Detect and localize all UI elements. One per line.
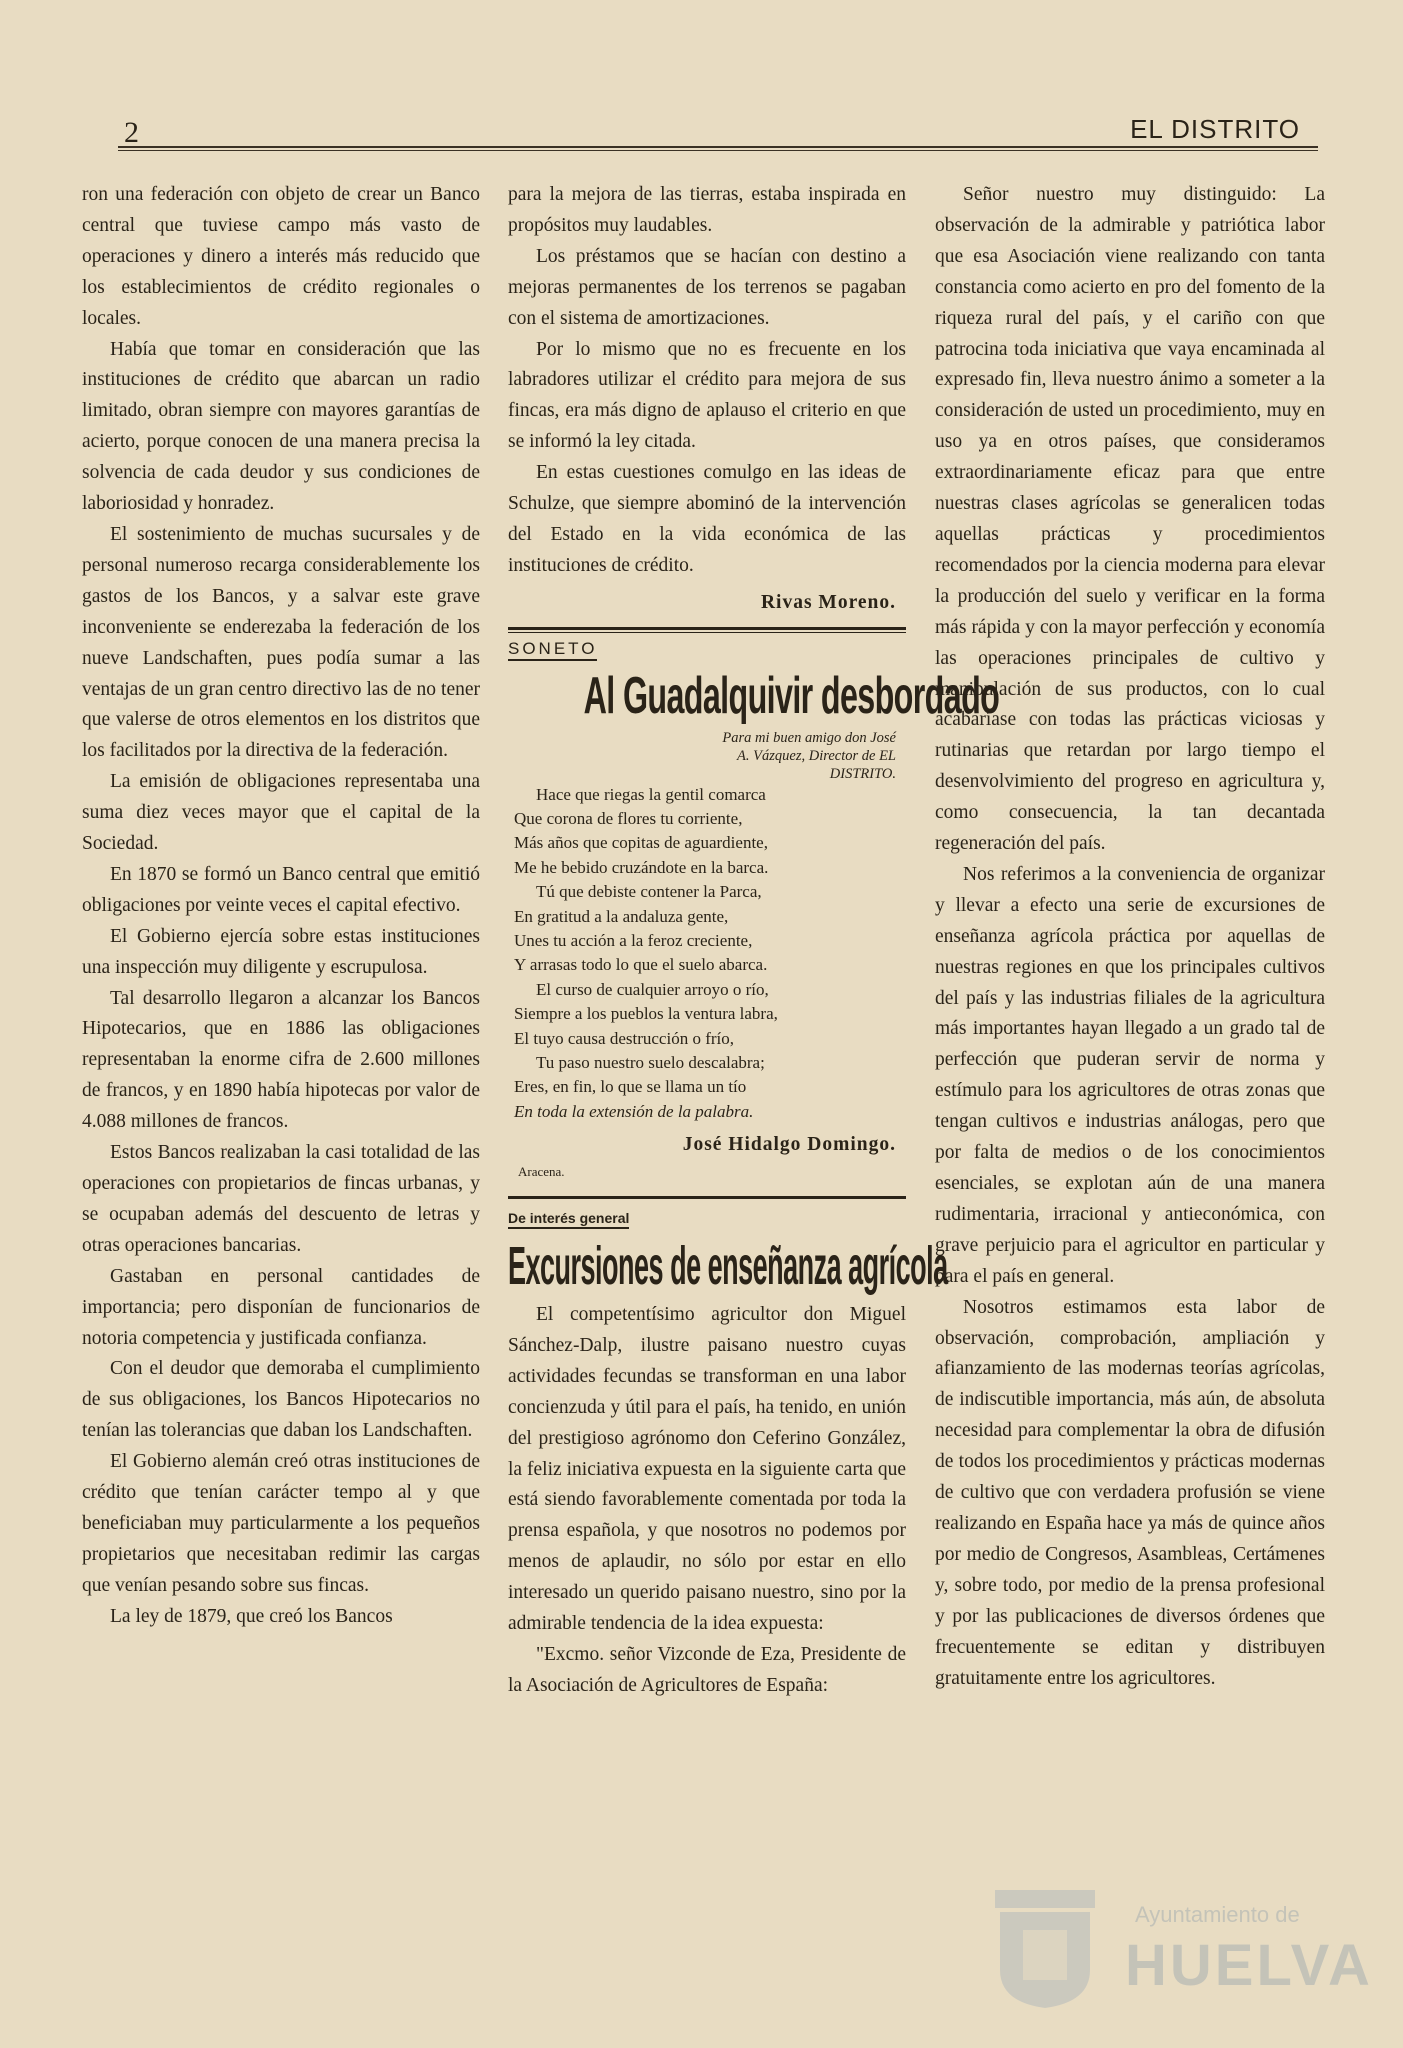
paragraph: En 1870 se formó un Banco central que emitió obligaciones por veinte veces el capital efectivo. xyxy=(82,863,480,916)
section-divider xyxy=(508,627,906,630)
paragraph: El Gobierno alemán creó otras instituciones de crédito que tenían carácter tempo al y que beneficiaban muy particularmente a los pequeños propietarios que necesitaban redimir las cargas que venían pesando sobre sus fincas. xyxy=(82,1451,480,1596)
column-2 xyxy=(508,180,1000,1702)
section-divider xyxy=(508,1196,906,1199)
column-1 xyxy=(82,180,480,1633)
paragraph: Nosotros estimamos esta labor de observación, comprobación, ampliación y afianzamiento de las modernas teorías agrícolas, de indiscutible importancia, más aún, de absoluta necesidad para complementar la obra de difusión de todos los procedimientos y prácticas modernas de cultivo que con verdadera profusión se viene realizando en España hace ya más de quince años por medio de Congresos, Asambleas, Certámenes y, sobre todo, por medio de la prensa profesional y por las publicaciones de diversos órdenes que frecuentemente se editan y distribuyen gratuitamente entre los agricultores. xyxy=(935,1296,1325,1689)
column-3 xyxy=(935,180,1325,1694)
poem-line: Tu paso nuestro suelo descalabra; xyxy=(536,1053,765,1073)
poem-line: Que corona de flores tu corriente, xyxy=(514,809,743,828)
poem-line: Y arrasas todo lo que el suelo abarca. xyxy=(514,955,768,975)
paragraph: Los préstamos que se hacían con destino a mejoras permanentes de los terrenos se pagaban con el sistema de amortizaciones. xyxy=(508,245,906,329)
paragraph: Con el deudor que demoraba el cumplimiento de sus obligaciones, los Bancos Hipotecarios no tenían las tolerancias que daban los Landschaften. xyxy=(82,1358,480,1442)
poem-place: Aracena. xyxy=(518,1164,565,1180)
watermark-line: HUELVA xyxy=(1125,1933,1373,1998)
archive-watermark xyxy=(975,1880,1373,2020)
paragraph: Nos referimos a la conveniencia de organizar y llevar a efecto una serie de excursiones de enseñanza agrícola práctica por aquellas de nuestras regiones en que los principales cultivos del país y las industrias filiales de la agricultura más importantes hayan llegado a un grado tal de perfección que puderan servir de norma y estímulo para los agricultores de otras zonas que tengan cultivos e industrias análogas, pero que por falta de medios o de los conocimientos esenciales, se explotan aún de una manera rudimentaria, irracional y antieconómica, con grave perjuicio para el agricultor en particular y para el país en general. xyxy=(935,863,1325,1287)
paragraph: Por lo mismo que no es frecuente en los labradores utilizar el crédito para mejora de sus fincas, era más digno de aplauso el criterio en que se informó la ley citada. xyxy=(508,338,906,453)
paragraph: La ley de 1879, que creó los Bancos xyxy=(110,1605,393,1627)
paragraph: Tal desarrollo llegaron a alcanzar los Bancos Hipotecarios, que en 1886 las obligaciones representaban la enorme cifra de 2.600 millones de francos, y en 1890 había hipotecas por valor de 4.088 millones de francos. xyxy=(82,987,480,1133)
poem-line: Me he bebido cruzándote en la barca. xyxy=(514,857,769,877)
poem-line: El tuyo causa destrucción o frío, xyxy=(514,1028,734,1048)
paragraph: Estos Bancos realizaban la casi totalidad de las operaciones con propietarios de fincas urbanas, y se ocupaban además del descuento de letras y otras operaciones bancarias. xyxy=(82,1142,480,1256)
watermark-line: Ayuntamiento de xyxy=(1135,1902,1300,1927)
paragraph: En estas cuestiones comulgo en las ideas de Schulze, que siempre abominó de la intervención del Estado en la vida económica de las instituciones de crédito. xyxy=(508,462,906,576)
dedication-line: DISTRITO. xyxy=(829,765,896,782)
sonnet-kicker: SONETO xyxy=(508,639,597,661)
coat-of-arms-icon xyxy=(985,1880,1105,2010)
poem-line: Tú que debiste contener la Parca, xyxy=(536,882,762,902)
article-title: Excursiones de enseñanza agrícola xyxy=(508,1236,948,1296)
newspaper-name: EL DISTRITO xyxy=(1130,114,1300,144)
poem-line: Más años que copitas de aguardiente, xyxy=(514,833,768,853)
paragraph: El sostenimiento de muchas sucursales y de personal numeroso recarga considerablemente los gastos de los Bancos, y a salvar este grave inconveniente se enderezaba la federación de los nueve Landschaften, pues podía sumar a las ventajas de un gran centro directivo las de no tener que valerse de otros elementos en los distritos que los facilitados por la directiva de la federación. xyxy=(82,523,480,762)
paragraph: Había que tomar en consideración que las instituciones de crédito que abarcan un radio limitado, obran siempre con mayores garantías de acierto, porque conocen de una manera precisa la solvencia de cada deudor y sus condiciones de laboriosidad y honradez. xyxy=(82,338,480,515)
poem-line: En gratitud a la andaluza gente, xyxy=(514,906,729,926)
poem-line: Unes tu acción a la feroz creciente, xyxy=(514,931,753,951)
article-signature: Rivas Moreno. xyxy=(760,591,896,613)
poem-line: En toda la extensión de la palabra. xyxy=(514,1101,754,1121)
poem xyxy=(514,783,906,1125)
paragraph: "Excmo. señor Vizconde de Eza, Presidente de la Asociación de Agricultores de España: xyxy=(508,1643,906,1696)
header-rule-thin xyxy=(118,150,1318,151)
dedication xyxy=(508,729,906,783)
paragraph: La emisión de obligaciones representaba una suma diez veces mayor que el capital de la Sociedad. xyxy=(82,771,480,855)
dedication-line: A. Vázquez, Director de EL xyxy=(737,747,896,764)
paragraph: ron una federación con objeto de crear un Banco central que tuviese campo más vasto de operaciones y dinero a interés más reducido que los establecimientos de crédito regionales o locales. xyxy=(82,184,480,329)
header-rule xyxy=(118,146,1318,148)
paragraph: El competentísimo agricultor don Miguel Sánchez-Dalp, ilustre paisano nuestro cuyas actividades fecundas se transforman en una labor concienzuda y útil para el país, ha tenido, en unión del prestigioso agrónomo don Ceferino González, la feliz iniciativa expuesta en la siguiente carta que está siendo favorablemente comentada por toda la prensa española, y que nosotros no podemos por menos de aplaudir, no sólo por estar en ello interesado un querido paisano nuestro, sino por la admirable tendencia de la idea expuesta: xyxy=(508,1304,906,1635)
dedication-line: Para mi buen amigo don José xyxy=(722,729,896,746)
paragraph: El Gobierno ejercía sobre estas instituciones una inspección muy diligente y escrupulosa. xyxy=(82,925,480,978)
poem-author: José Hidalgo Domingo. xyxy=(682,1134,896,1156)
section-kicker: De interés general xyxy=(508,1209,629,1229)
poem-line: Hace que riegas la gentil comarca xyxy=(536,784,766,804)
sonnet-title: Al Guadalquivir desbordado xyxy=(583,666,1000,725)
paragraph: para la mejora de las tierras, estaba inspirada en propósitos muy laudables. xyxy=(508,184,906,236)
paragraph: Gastaban en personal cantidades de importancia; pero disponían de funcionarios de notoria competencia y justificada confianza. xyxy=(82,1265,480,1349)
poem-line: El curso de cualquier arroyo o río, xyxy=(536,979,769,999)
paragraph: Señor nuestro muy distinguido: La observación de la admirable y patriótica labor que esa Asociación viene realizando con tanta constancia como acierto en pro del fomento de la riqueza rural del país, y el cariño con que patrocina toda iniciativa que vaya encaminada al expresado fin, lleva nuestro ánimo a someter a la consideración de usted un procedimiento, muy en uso ya en otros países, que consideramos extraordinariamente eficaz para que entre nuestras clases agrícolas se generalicen todas aquellas prácticas y procedimientos recomendados por la ciencia moderna para elevar la producción del suelo y verificar en la forma más rápida y con la mayor perfección y economía las operaciones principales de cultivo y manipulación de sus productos, con lo cual acabaríase con todas las prácticas viciosas y rutinarias que retardan por largo tiempo el desenvolvimiento del progreso en agricultura y, como consecuencia, la tan decantada regeneración del país. xyxy=(935,184,1325,855)
poem-line: Eres, en fin, lo que se llama un tío xyxy=(514,1077,747,1097)
page-number: 2 xyxy=(124,116,139,149)
poem-line: Siempre a los pueblos la ventura labra, xyxy=(514,1004,778,1024)
section-divider-thin xyxy=(508,632,906,633)
